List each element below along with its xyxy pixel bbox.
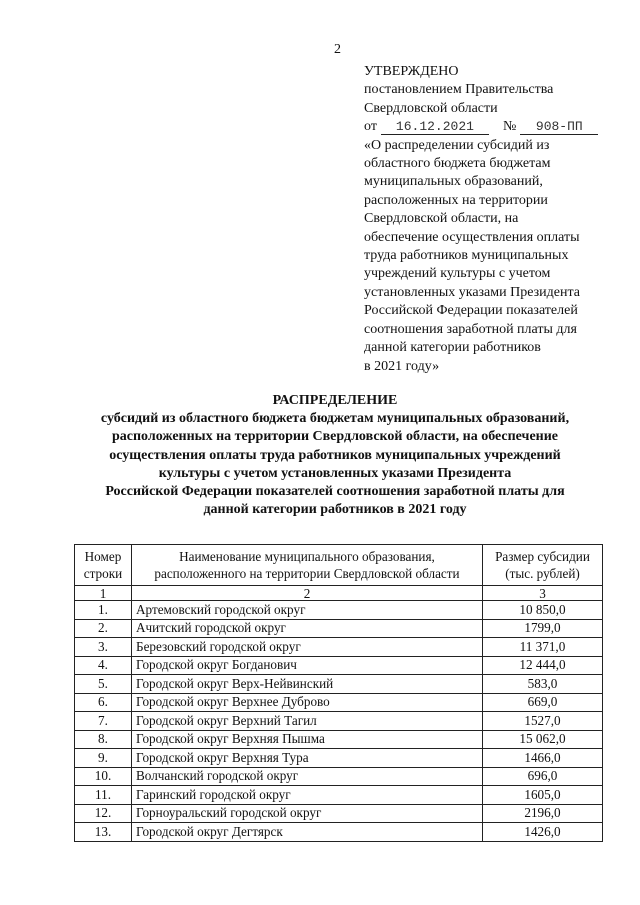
heading-subtitle — [70, 410, 600, 519]
heading-line: Российской Федерации показателей соотношения заработной платы для — [105, 484, 565, 500]
subsidy-amount: 12 444,0 — [483, 656, 603, 675]
header-text: Размер субсидии — [495, 549, 590, 564]
row-number: 12. — [75, 804, 132, 823]
document-number: 908-ПП — [520, 120, 598, 135]
table-row — [75, 823, 603, 842]
table-row — [75, 638, 603, 657]
number-sign: № — [502, 119, 517, 135]
approved-label: УТВЕРЖДЕНО — [364, 64, 459, 79]
approval-date-line — [364, 118, 614, 136]
resolution-title-line: данной категории работников — [364, 340, 541, 356]
column-number-row — [75, 586, 603, 601]
row-number: 2. — [75, 619, 132, 638]
subsidy-amount: 1466,0 — [483, 749, 603, 768]
municipality-name: Ачитский городской округ — [132, 619, 483, 638]
table-row — [75, 749, 603, 768]
header-row-number — [75, 545, 132, 586]
distribution-heading — [70, 392, 600, 519]
column-number: 1 — [75, 586, 132, 601]
header-text: расположенного на территории Свердловской области — [154, 566, 460, 581]
heading-line: культуры с учетом установленных указами Президента — [158, 465, 512, 481]
resolution-title-line: расположенных на территории — [364, 192, 548, 208]
header-municipality — [132, 545, 483, 586]
resolution-title-line: муниципальных образований, — [364, 174, 543, 190]
row-number: 8. — [75, 730, 132, 749]
table-row — [75, 656, 603, 675]
approval-date: 16.12.2021 — [381, 120, 489, 135]
row-number: 13. — [75, 823, 132, 842]
municipality-name: Городской округ Верхний Тагил — [132, 712, 483, 731]
table-row — [75, 601, 603, 620]
table-row — [75, 675, 603, 694]
subsidy-amount: 1527,0 — [483, 712, 603, 731]
resolution-title-line: «О распределении субсидий из — [364, 137, 550, 153]
header-text: Номер — [84, 549, 122, 564]
municipality-name: Гаринский городской округ — [132, 786, 483, 805]
table-row — [75, 730, 603, 749]
municipality-name: Городской округ Верхняя Тура — [132, 749, 483, 768]
approved-by-line2: Свердловской области — [364, 100, 498, 116]
resolution-title-line: в 2021 году» — [364, 358, 440, 374]
heading-title: РАСПРЕДЕЛЕНИЕ — [272, 393, 398, 408]
subsidy-amount: 1799,0 — [483, 619, 603, 638]
row-number: 10. — [75, 767, 132, 786]
resolution-title-line: обеспечение осуществления оплаты — [364, 229, 580, 245]
municipality-name: Березовский городской округ — [132, 638, 483, 657]
heading-line: субсидий из областного бюджета бюджетам муниципальных образований, — [100, 411, 570, 427]
from-label: от — [364, 119, 377, 135]
column-number: 3 — [483, 586, 603, 601]
resolution-title-line: учреждений культуры с учетом — [364, 266, 551, 282]
approval-block — [364, 63, 614, 376]
subsidy-table — [74, 544, 603, 842]
subsidy-amount: 2196,0 — [483, 804, 603, 823]
municipality-name: Горноуральский городской округ — [132, 804, 483, 823]
municipality-name: Городской округ Верх-Нейвинский — [132, 675, 483, 694]
heading-line: данной категории работников в 2021 году — [203, 502, 467, 518]
row-number: 9. — [75, 749, 132, 768]
municipality-name: Городской округ Верхняя Пышма — [132, 730, 483, 749]
table-row — [75, 693, 603, 712]
header-subsidy-amount — [483, 545, 603, 586]
municipality-name: Волчанский городской округ — [132, 767, 483, 786]
municipality-name: Городской округ Богданович — [132, 656, 483, 675]
table-row — [75, 619, 603, 638]
subsidy-amount: 10 850,0 — [483, 601, 603, 620]
resolution-title-line: установленных указами Президента — [364, 284, 580, 300]
table-row — [75, 712, 603, 731]
page-number: 2 — [334, 42, 341, 57]
row-number: 1. — [75, 601, 132, 620]
resolution-title-line: областного бюджета бюджетам — [364, 156, 551, 172]
subsidy-amount: 669,0 — [483, 693, 603, 712]
approved-by-line1: постановлением Правительства — [364, 82, 554, 98]
column-number: 2 — [132, 586, 483, 601]
header-text: (тыс. рублей) — [505, 566, 580, 581]
subsidy-amount: 696,0 — [483, 767, 603, 786]
row-number: 6. — [75, 693, 132, 712]
subsidy-amount: 1605,0 — [483, 786, 603, 805]
resolution-title — [364, 137, 614, 376]
resolution-title-line: труда работников муниципальных — [364, 248, 569, 264]
table-header-row — [75, 545, 603, 586]
row-number: 5. — [75, 675, 132, 694]
subsidy-amount: 1426,0 — [483, 823, 603, 842]
municipality-name: Городской округ Верхнее Дуброво — [132, 693, 483, 712]
heading-line: расположенных на территории Свердловской области, на обеспечение — [111, 429, 559, 445]
resolution-title-line: Свердловской области, на — [364, 211, 519, 227]
header-text: Наименование муниципального образования, — [179, 549, 435, 564]
municipality-name: Артемовский городской округ — [132, 601, 483, 620]
subsidy-amount: 15 062,0 — [483, 730, 603, 749]
table-row — [75, 804, 603, 823]
municipality-name: Городской округ Дегтярск — [132, 823, 483, 842]
subsidy-amount: 11 371,0 — [483, 638, 603, 657]
row-number: 11. — [75, 786, 132, 805]
resolution-title-line: Российской Федерации показателей — [364, 303, 578, 319]
heading-line: осуществления оплаты труда работников муниципальных учреждений — [109, 447, 561, 463]
table-row — [75, 786, 603, 805]
row-number: 4. — [75, 656, 132, 675]
row-number: 3. — [75, 638, 132, 657]
table-row — [75, 767, 603, 786]
resolution-title-line: соотношения заработной платы для — [364, 321, 577, 337]
header-text: строки — [83, 566, 123, 581]
row-number: 7. — [75, 712, 132, 731]
subsidy-amount: 583,0 — [483, 675, 603, 694]
